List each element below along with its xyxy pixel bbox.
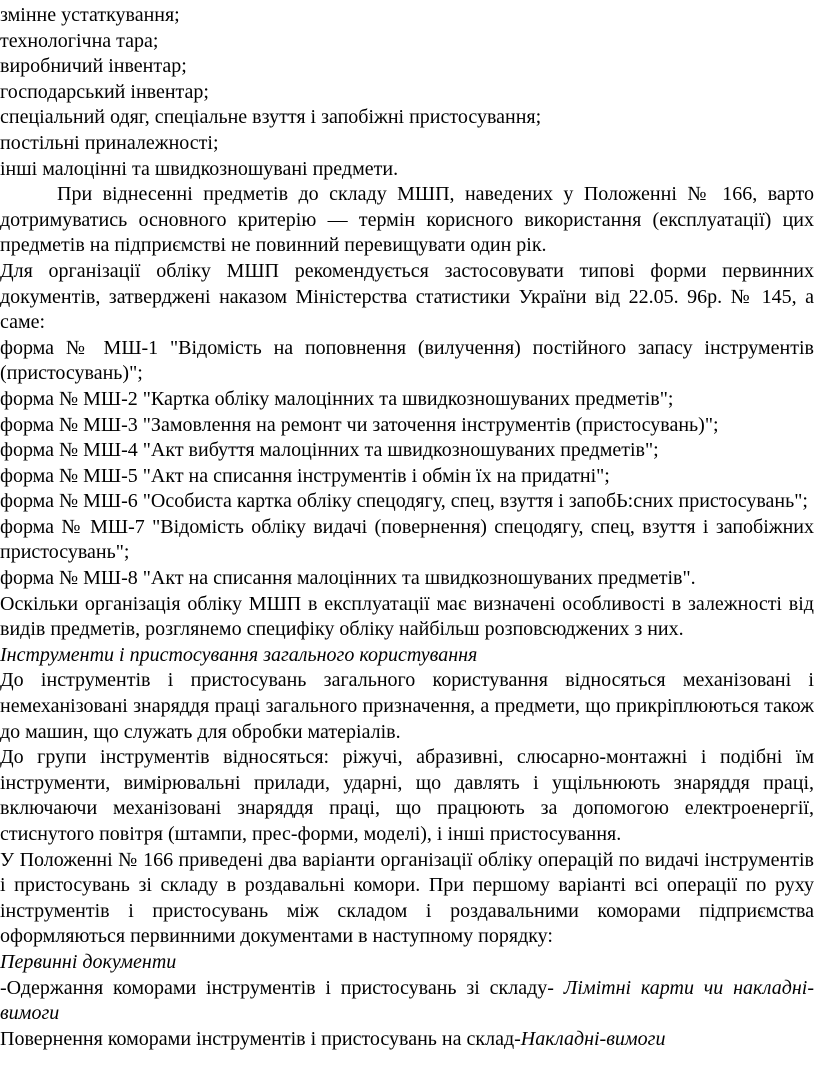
operation-text: -Одержання коморами інструментів і пристосувань зі складу-	[0, 976, 554, 999]
list-item: постільні приналежності;	[0, 131, 219, 154]
list-item: технологічна тара;	[0, 29, 159, 52]
form-item: форма № МШ-6 "Особиста картка обліку спецодягу, спец, взуття і запобЬ:сних пристосувань";	[0, 490, 808, 513]
document-name: Накладні-вимоги	[520, 1027, 666, 1050]
form-item: форма № МШ-4 "Акт вибуття малоцінних та швидкозношуваних предметів";	[0, 439, 659, 462]
list-item: спеціальний одяг, спеціальне взуття і запобіжні пристосування;	[0, 106, 542, 129]
items-list	[0, 3, 814, 182]
list-item: інші малоцінні та швидкозношувані предмети.	[0, 157, 399, 180]
operation-text: Повернення коморами інструментів і пристосувань на склад-	[0, 1027, 521, 1050]
tools-groups-paragraph: До групи інструментів відносяться: ріжучі, абразивні, слюсарно-монтажні і подібні їм інструменти, вимірювальні прилади, ударні, що давлять і ущільнюють знаряддя праці, включаючи механізовані знаряддя праці, що працюють за допомогою електроенергії, стиснутого повітря (штампи, прес-форми, моделі), і інші пристосування.	[0, 746, 814, 845]
forms-list	[0, 336, 814, 592]
variants-paragraph: У Положенні № 166 приведені два варіанти організації обліку операцій по видачі інструментів і пристосувань зі складу в роздавальні комори. При першому варіанті всі операції по руху інструментів і пристосувань між складом і роздавальними коморами підприємства оформляються первинними документами в наступному порядку:	[0, 848, 814, 948]
form-item: форма № МШ-7 "Відомість обліку видачі (повернення) спецодягу, спец, взуття і запобіжних пристосувань";	[0, 515, 814, 564]
form-item: форма № МШ-3 "Замовлення на ремонт чи заточення інструментів (пристосувань)";	[0, 413, 719, 436]
specifics-paragraph: Оскільки організація обліку МШП в експлуатації має визначені особливості в залежності від видів предметів, розглянемо специфіку обліку найбільш розповсюджених з них.	[0, 592, 814, 641]
forms-intro-paragraph: Для організації обліку МШП рекомендується застосовувати типові форми первинних документів, затверджені наказом Міністерства статистики України від 22.05. 96р. № 145, а саме:	[0, 259, 814, 334]
list-item: господарський інвентар;	[0, 80, 209, 103]
tools-definition-paragraph: До інструментів і пристосувань загального користування відносяться механізовані і немеханізовані знаряддя праці загального призначення, а предмети, що прикріплюються також до машин, що служать для обробки матеріалів.	[0, 669, 814, 743]
list-item: виробничий інвентар;	[0, 55, 187, 78]
document-row	[0, 1027, 814, 1053]
document-name: Лімітні карти чи накладні-вимоги	[0, 976, 815, 1025]
section-heading-tools: Інструменти і пристосування загального користування	[0, 643, 478, 666]
form-item: форма № МШ-5 "Акт на списання інструментів і обмін їх на придатні";	[0, 464, 610, 487]
document-row	[0, 976, 814, 1027]
section-heading-primary-documents: Первинні документи	[0, 950, 177, 973]
form-item: форма № МШ-1 "Відомість на поповнення (вилучення) постійного запасу інструментів (пристосувань)";	[0, 336, 814, 385]
form-item: форма № МШ-2 "Картка обліку малоцінних та швидкозношуваних предметів";	[0, 387, 674, 410]
form-item: форма № МШ-8 "Акт на списання малоцінних та швидкозношуваних предметів".	[0, 567, 696, 590]
criterion-paragraph: При віднесенні предметів до складу МШП, наведених у Положенні № 166, варто дотримуватись основного критерію — термін корисного використання (експлуатації) цих предметів на підприємстві не повинний перевищувати один рік.	[0, 183, 814, 257]
list-item: змінне устаткування;	[0, 4, 180, 26]
